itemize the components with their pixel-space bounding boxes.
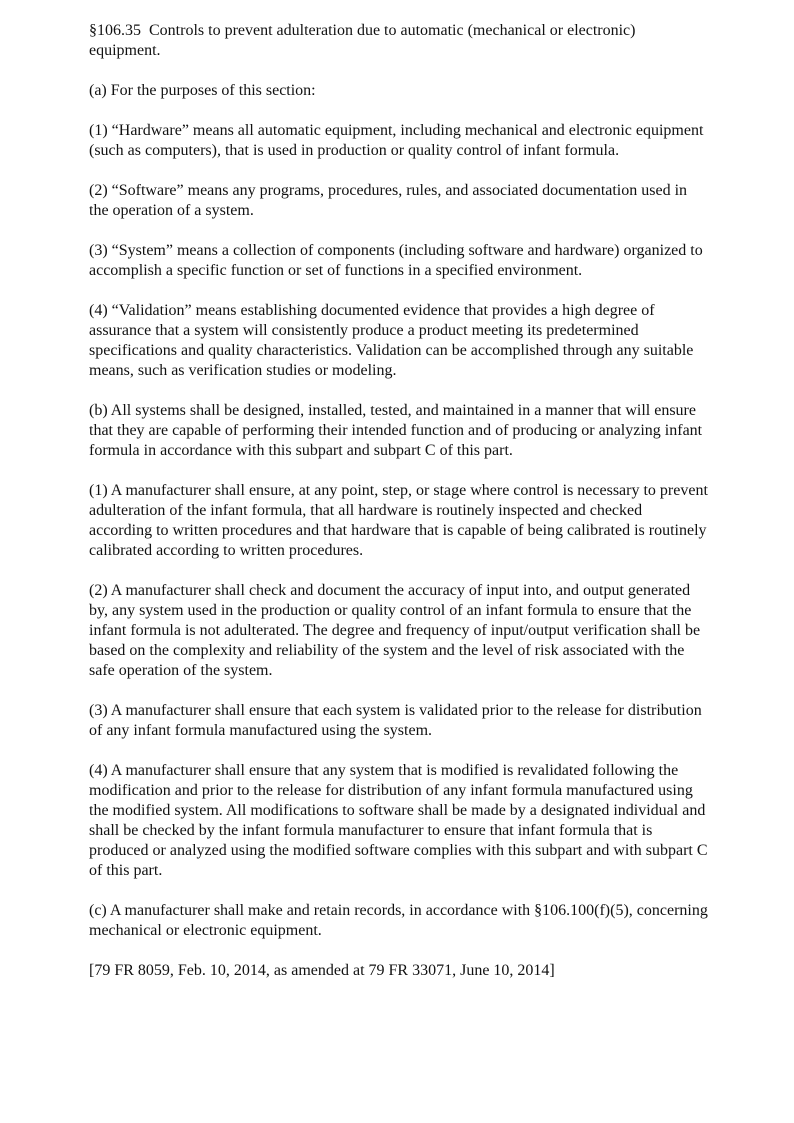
paragraph-b-3: (3) A manufacturer shall ensure that each system is validated prior to the release for distribution of any infant formula manufactured using the system.: [89, 702, 702, 739]
paragraph-a: (a) For the purposes of this section:: [89, 82, 316, 99]
paragraph-a-3-system: (3) “System” means a collection of components (including software and hardware) organized to accomplish a specific function or set of functions in a specified environment.: [89, 242, 703, 279]
paragraph-a-1-hardware: (1) “Hardware” means all automatic equipment, including mechanical and electronic equipment (such as computers), that is used in production or quality control of infant formula.: [89, 122, 704, 159]
paragraph-b-4: (4) A manufacturer shall ensure that any system that is modified is revalidated following the modification and prior to the release for distribution of any infant formula manufactured using the modified system. All modifications to software shall be made by a designated individual and shall be checked by the infant formula manufacturer to ensure that infant formula that is produced or analyzed using the modified software complies with this subpart and with subpart C of this part.: [89, 762, 708, 879]
section-number: §106.35: [89, 22, 141, 39]
document-page: [89, 21, 709, 1001]
section-title: Controls to prevent adulteration due to automatic (mechanical or electronic) equipment.: [89, 22, 636, 59]
paragraph-b-1: (1) A manufacturer shall ensure, at any point, step, or stage where control is necessary to prevent adulteration of the infant formula, that all hardware is routinely inspected and checked according to written procedures and that hardware that is capable of being calibrated is routinely calibrated according to written procedures.: [89, 482, 708, 559]
paragraph-b: (b) All systems shall be designed, installed, tested, and maintained in a manner that will ensure that they are capable of performing their intended function and of producing or analyzing infant formula in accordance with this subpart and subpart C of this part.: [89, 402, 703, 459]
citation: [79 FR 8059, Feb. 10, 2014, as amended at 79 FR 33071, June 10, 2014]: [89, 962, 555, 979]
paragraph-a-2-software: (2) “Software” means any programs, procedures, rules, and associated documentation used in the operation of a system.: [89, 182, 688, 219]
paragraph-c: (c) A manufacturer shall make and retain records, in accordance with §106.100(f)(5), concerning mechanical or electronic equipment.: [89, 902, 708, 939]
section-heading: [89, 21, 709, 61]
paragraph-a-4-validation: (4) “Validation” means establishing documented evidence that provides a high degree of assurance that a system will consistently produce a product meeting its predetermined specifications and quality characteristics. Validation can be accomplished through any suitable means, such as verification studies or modeling.: [89, 302, 694, 379]
paragraph-b-2: (2) A manufacturer shall check and document the accuracy of input into, and output generated by, any system used in the production or quality control of an infant formula to ensure that the infant formula is not adulterated. The degree and frequency of input/output verification shall be based on the complexity and reliability of the system and the level of risk associated with the safe operation of the system.: [89, 582, 701, 679]
